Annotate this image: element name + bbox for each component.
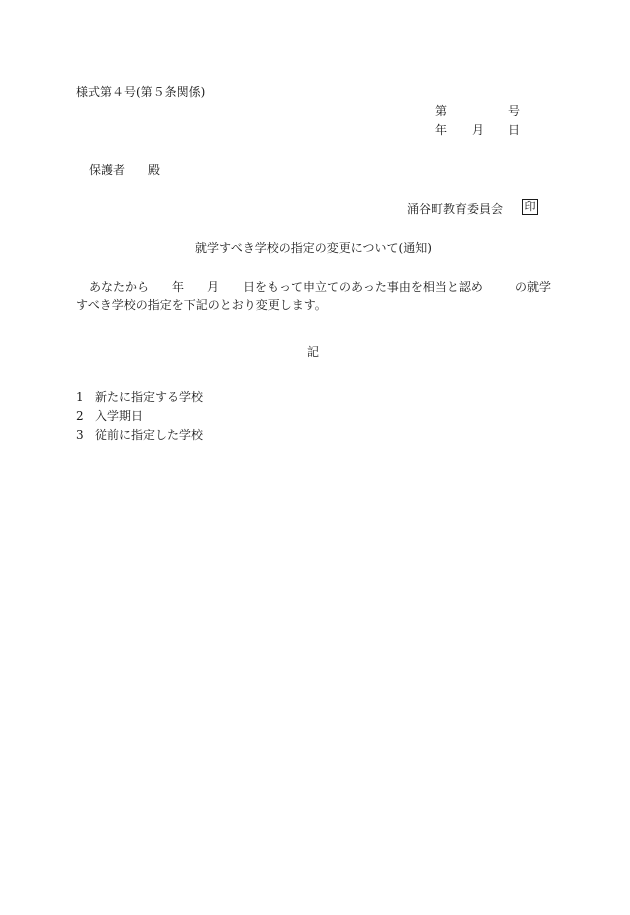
body-line-1 bbox=[76, 278, 552, 296]
issuer-name: 涌谷町教育委員会 bbox=[407, 202, 504, 216]
recipient-honorific: 殿 bbox=[148, 163, 161, 177]
item-label: 新たに指定する学校 bbox=[95, 390, 204, 404]
body-paragraph bbox=[76, 278, 552, 314]
body-month: 月 bbox=[207, 280, 220, 294]
item-number: 2 bbox=[76, 409, 84, 423]
item-label: 入学期日 bbox=[95, 409, 144, 423]
form-label: 様式第４号(第５条関係) bbox=[76, 85, 206, 99]
date-day: 日 bbox=[508, 123, 521, 137]
body-mid: 日をもって申立てのあった事由を相当と認め bbox=[243, 280, 483, 294]
seal-mark: 印 bbox=[522, 199, 538, 215]
date-month: 月 bbox=[472, 123, 485, 137]
body-line-2: すべき学校の指定を下記のとおり変更します。 bbox=[76, 298, 327, 312]
item-number: 3 bbox=[76, 428, 84, 442]
document-title: 就学すべき学校の指定の変更について(通知) bbox=[195, 241, 432, 255]
body-start: あなたから bbox=[89, 280, 150, 294]
recipient-label: 保護者 bbox=[89, 163, 126, 177]
ki-heading: 記 bbox=[307, 345, 320, 359]
number-suffix: 号 bbox=[508, 104, 521, 118]
body-year: 年 bbox=[172, 280, 185, 294]
body-end: の就学 bbox=[515, 280, 552, 294]
item-number: 1 bbox=[76, 390, 84, 404]
date-year: 年 bbox=[435, 123, 448, 137]
item-label: 従前に指定した学校 bbox=[95, 428, 204, 442]
number-prefix: 第 bbox=[435, 104, 448, 118]
